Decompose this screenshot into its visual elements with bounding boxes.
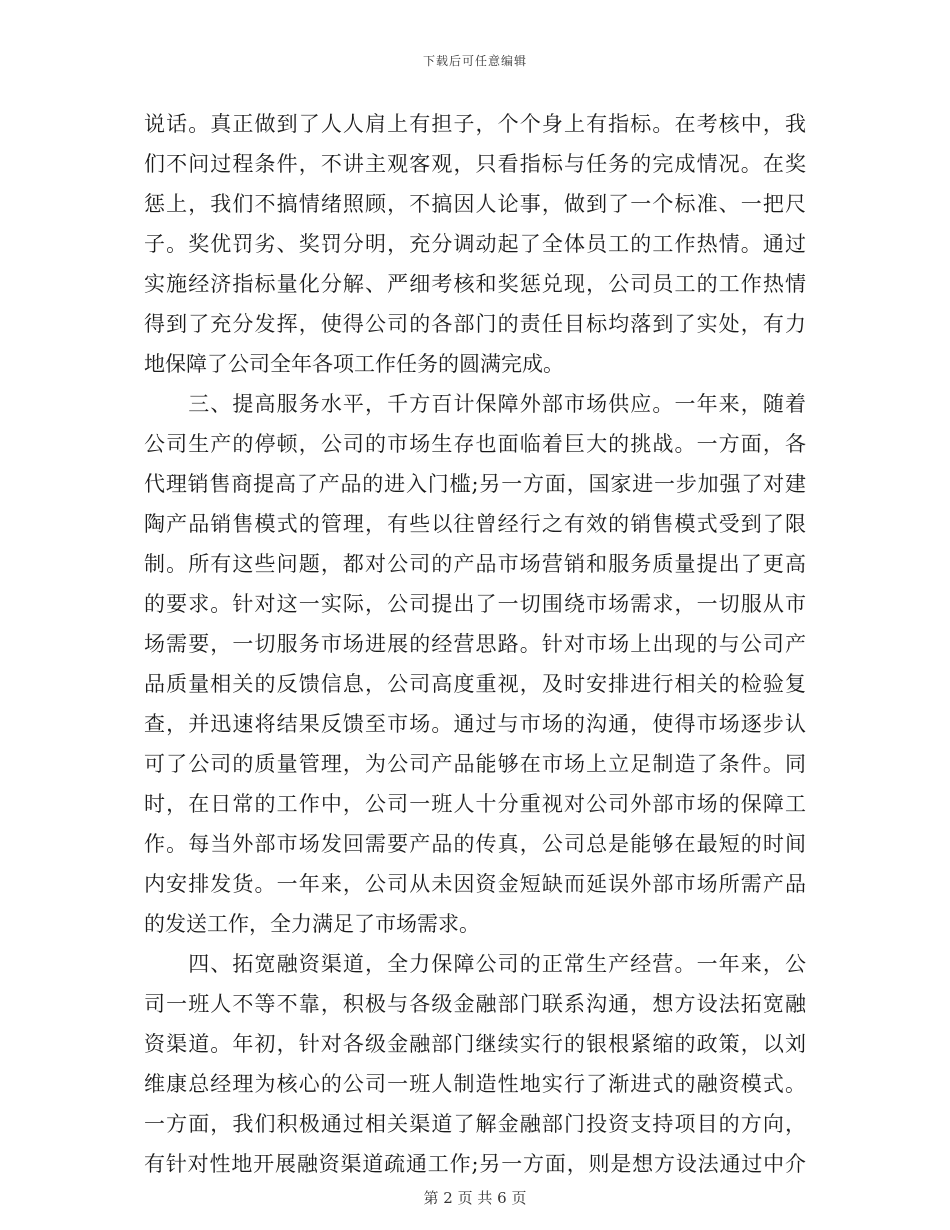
text-line: 可了公司的质量管理，为公司产品能够在市场上立足制造了条件。同 xyxy=(144,752,806,776)
text-line: 实施经济指标量化分解、严细考核和奖惩兑现，公司员工的工作热情 xyxy=(144,272,806,296)
text-line: 四、拓宽融资渠道，全力保障公司的正常生产经营。一年来，公 xyxy=(144,952,806,976)
text-line: 得到了充分发挥，使得公司的各部门的责任目标均落到了实处，有力 xyxy=(144,312,806,336)
text-line: 公司生产的停顿，公司的市场生存也面临着巨大的挑战。一方面，各 xyxy=(144,432,806,456)
text-line: 司一班人不等不靠，积极与各级金融部门联系沟通，想方设法拓宽融 xyxy=(144,992,806,1016)
text-line: 有针对性地开展融资渠道疏通工作;另一方面，则是想方设法通过中介 xyxy=(144,1152,806,1176)
text-line: 维康总经理为核心的公司一班人制造性地实行了渐进式的融资模式。 xyxy=(144,1072,806,1096)
text-line: 制。所有这些问题，都对公司的产品市场营销和服务质量提出了更高 xyxy=(144,552,806,576)
text-line: 作。每当外部市场发回需要产品的传真，公司总是能够在最短的时间 xyxy=(144,832,806,856)
text-line: 地保障了公司全年各项工作任务的圆满完成。 xyxy=(144,352,564,376)
text-line: 品质量相关的反馈信息，公司高度重视，及时安排进行相关的检验复 xyxy=(144,672,806,696)
text-line: 惩上，我们不搞情绪照顾，不搞因人论事，做到了一个标准、一把尺 xyxy=(144,192,806,216)
text-line: 子。奖优罚劣、奖罚分明，充分调动起了全体员工的工作热情。通过 xyxy=(144,232,806,256)
text-line: 们不问过程条件，不讲主观客观，只看指标与任务的完成情况。在奖 xyxy=(144,152,806,176)
document-body xyxy=(144,104,806,1184)
text-line: 查，并迅速将结果反馈至市场。通过与市场的沟通，使得市场逐步认 xyxy=(144,712,806,736)
page-header-note: 下载后可任意编辑 xyxy=(422,54,527,68)
text-line: 时，在日常的工作中，公司一班人十分重视对公司外部市场的保障工 xyxy=(144,792,806,816)
text-line: 的发送工作，全力满足了市场需求。 xyxy=(144,912,480,936)
text-line: 说话。真正做到了人人肩上有担子，个个身上有指标。在考核中，我 xyxy=(144,112,806,136)
text-line: 场需要，一切服务市场进展的经营思路。针对市场上出现的与公司产 xyxy=(144,632,806,656)
text-line: 的要求。针对这一实际，公司提出了一切围绕市场需求，一切服从市 xyxy=(144,592,806,616)
text-line: 内安排发货。一年来，公司从未因资金短缺而延误外部市场所需产品 xyxy=(144,872,806,896)
text-line: 一方面，我们积极通过相关渠道了解金融部门投资支持项目的方向， xyxy=(144,1112,806,1136)
text-line: 陶产品销售模式的管理，有些以往曾经行之有效的销售模式受到了限 xyxy=(144,512,806,536)
text-line: 资渠道。年初，针对各级金融部门继续实行的银根紧缩的政策，以刘 xyxy=(144,1032,806,1056)
page-number: 第 2 页 共 6 页 xyxy=(423,1189,527,1207)
text-line: 三、提高服务水平，千方百计保障外部市场供应。一年来，随着 xyxy=(144,392,806,416)
text-line: 代理销售商提高了产品的进入门槛;另一方面，国家进一步加强了对建 xyxy=(144,472,806,496)
